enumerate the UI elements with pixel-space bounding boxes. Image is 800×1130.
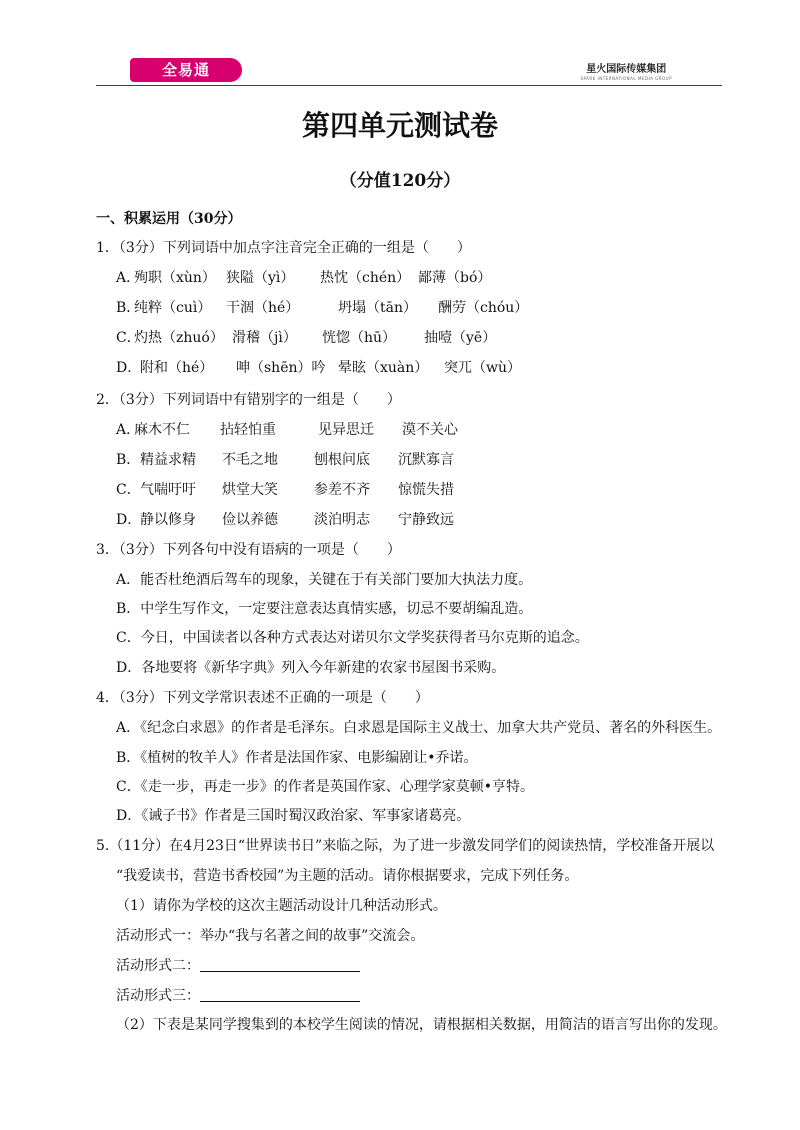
q3-option-d: D．各地要将《新华字典》列入今年新建的农家书屋图书采购。 xyxy=(116,660,506,676)
answer-blank-3[interactable] xyxy=(200,987,360,1002)
q1-stem: 1．（3分）下列词语中加点字注音完全正确的一组是（ ） xyxy=(96,240,471,256)
q5-stem-line2: “我爱读书，营造书香校园”为主题的活动。请你根据要求，完成下列任务。 xyxy=(116,868,579,884)
section-heading: 一、积累运用（30分） xyxy=(96,211,242,227)
q5-activity-form-2: 活动形式二： xyxy=(116,956,360,976)
publisher-brand xyxy=(580,60,672,81)
q5-activity-form-3: 活动形式三： xyxy=(116,986,360,1006)
q4-option-d: D．《诫子书》作者是三国时蜀汉政治家、军事家诸葛亮。 xyxy=(116,808,471,824)
q4-stem: 4．（3分）下列文学常识表述不正确的一项是（ ） xyxy=(96,690,429,706)
header-rule xyxy=(96,85,722,86)
q3-option-c: C．今日，中国读者以各种方式表达对诺贝尔文学奖获得者马尔克斯的追念。 xyxy=(116,630,589,646)
q3-option-a: A．能否杜绝酒后驾车的现象，关键在于有关部门要加大执法力度。 xyxy=(116,572,533,588)
q5-subquestion-2: （2）下表是某同学搜集到的本校学生阅读的情况，请根据相关数据，用简洁的语言写出你的发现。 xyxy=(116,1017,727,1033)
answer-blank-2[interactable] xyxy=(200,957,360,972)
q4-option-a: A．《纪念白求恩》的作者是毛泽东。白求恩是国际主义战士、加拿大共产党员、著名的外科医生。 xyxy=(116,720,722,736)
q5-subquestion-1: （1）请你为学校的这次主题活动设计几种活动形式。 xyxy=(116,898,447,914)
q4-option-b: B．《植树的牧羊人》作者是法国作家、电影编剧让•乔诺。 xyxy=(116,750,478,766)
q4-option-c: C．《走一步，再走一步》的作者是英国作家、心理学家莫顿•亨特。 xyxy=(116,779,534,795)
brand-logo: 全易通 xyxy=(130,58,242,82)
publisher-name: 星火国际传媒集团 xyxy=(586,64,667,75)
q3-option-b: B．中学生写作文，一定要注意表达真情实感，切忌不要胡编乱造。 xyxy=(116,601,533,617)
q5-activity-form-1: 活动形式一：举办“我与名著之间的故事”交流会。 xyxy=(116,928,425,944)
publisher-subtitle: SPARK INTERNATIONAL MEDIA GROUP xyxy=(580,76,672,81)
page-subtitle: （分值120分） xyxy=(339,171,461,191)
q2-stem: 2．（3分）下列词语中有错别字的一组是（ ） xyxy=(96,392,401,408)
page-title: 第四单元测试卷 xyxy=(301,109,498,142)
q3-stem: 3．（3分）下列各句中没有语病的一项是（ ） xyxy=(96,542,401,558)
q5-stem-line1: 5.（11分）在4月23日“世界读书日”来临之际，为了进一步激发同学们的阅读热情，学校准备开展以 xyxy=(96,838,715,854)
